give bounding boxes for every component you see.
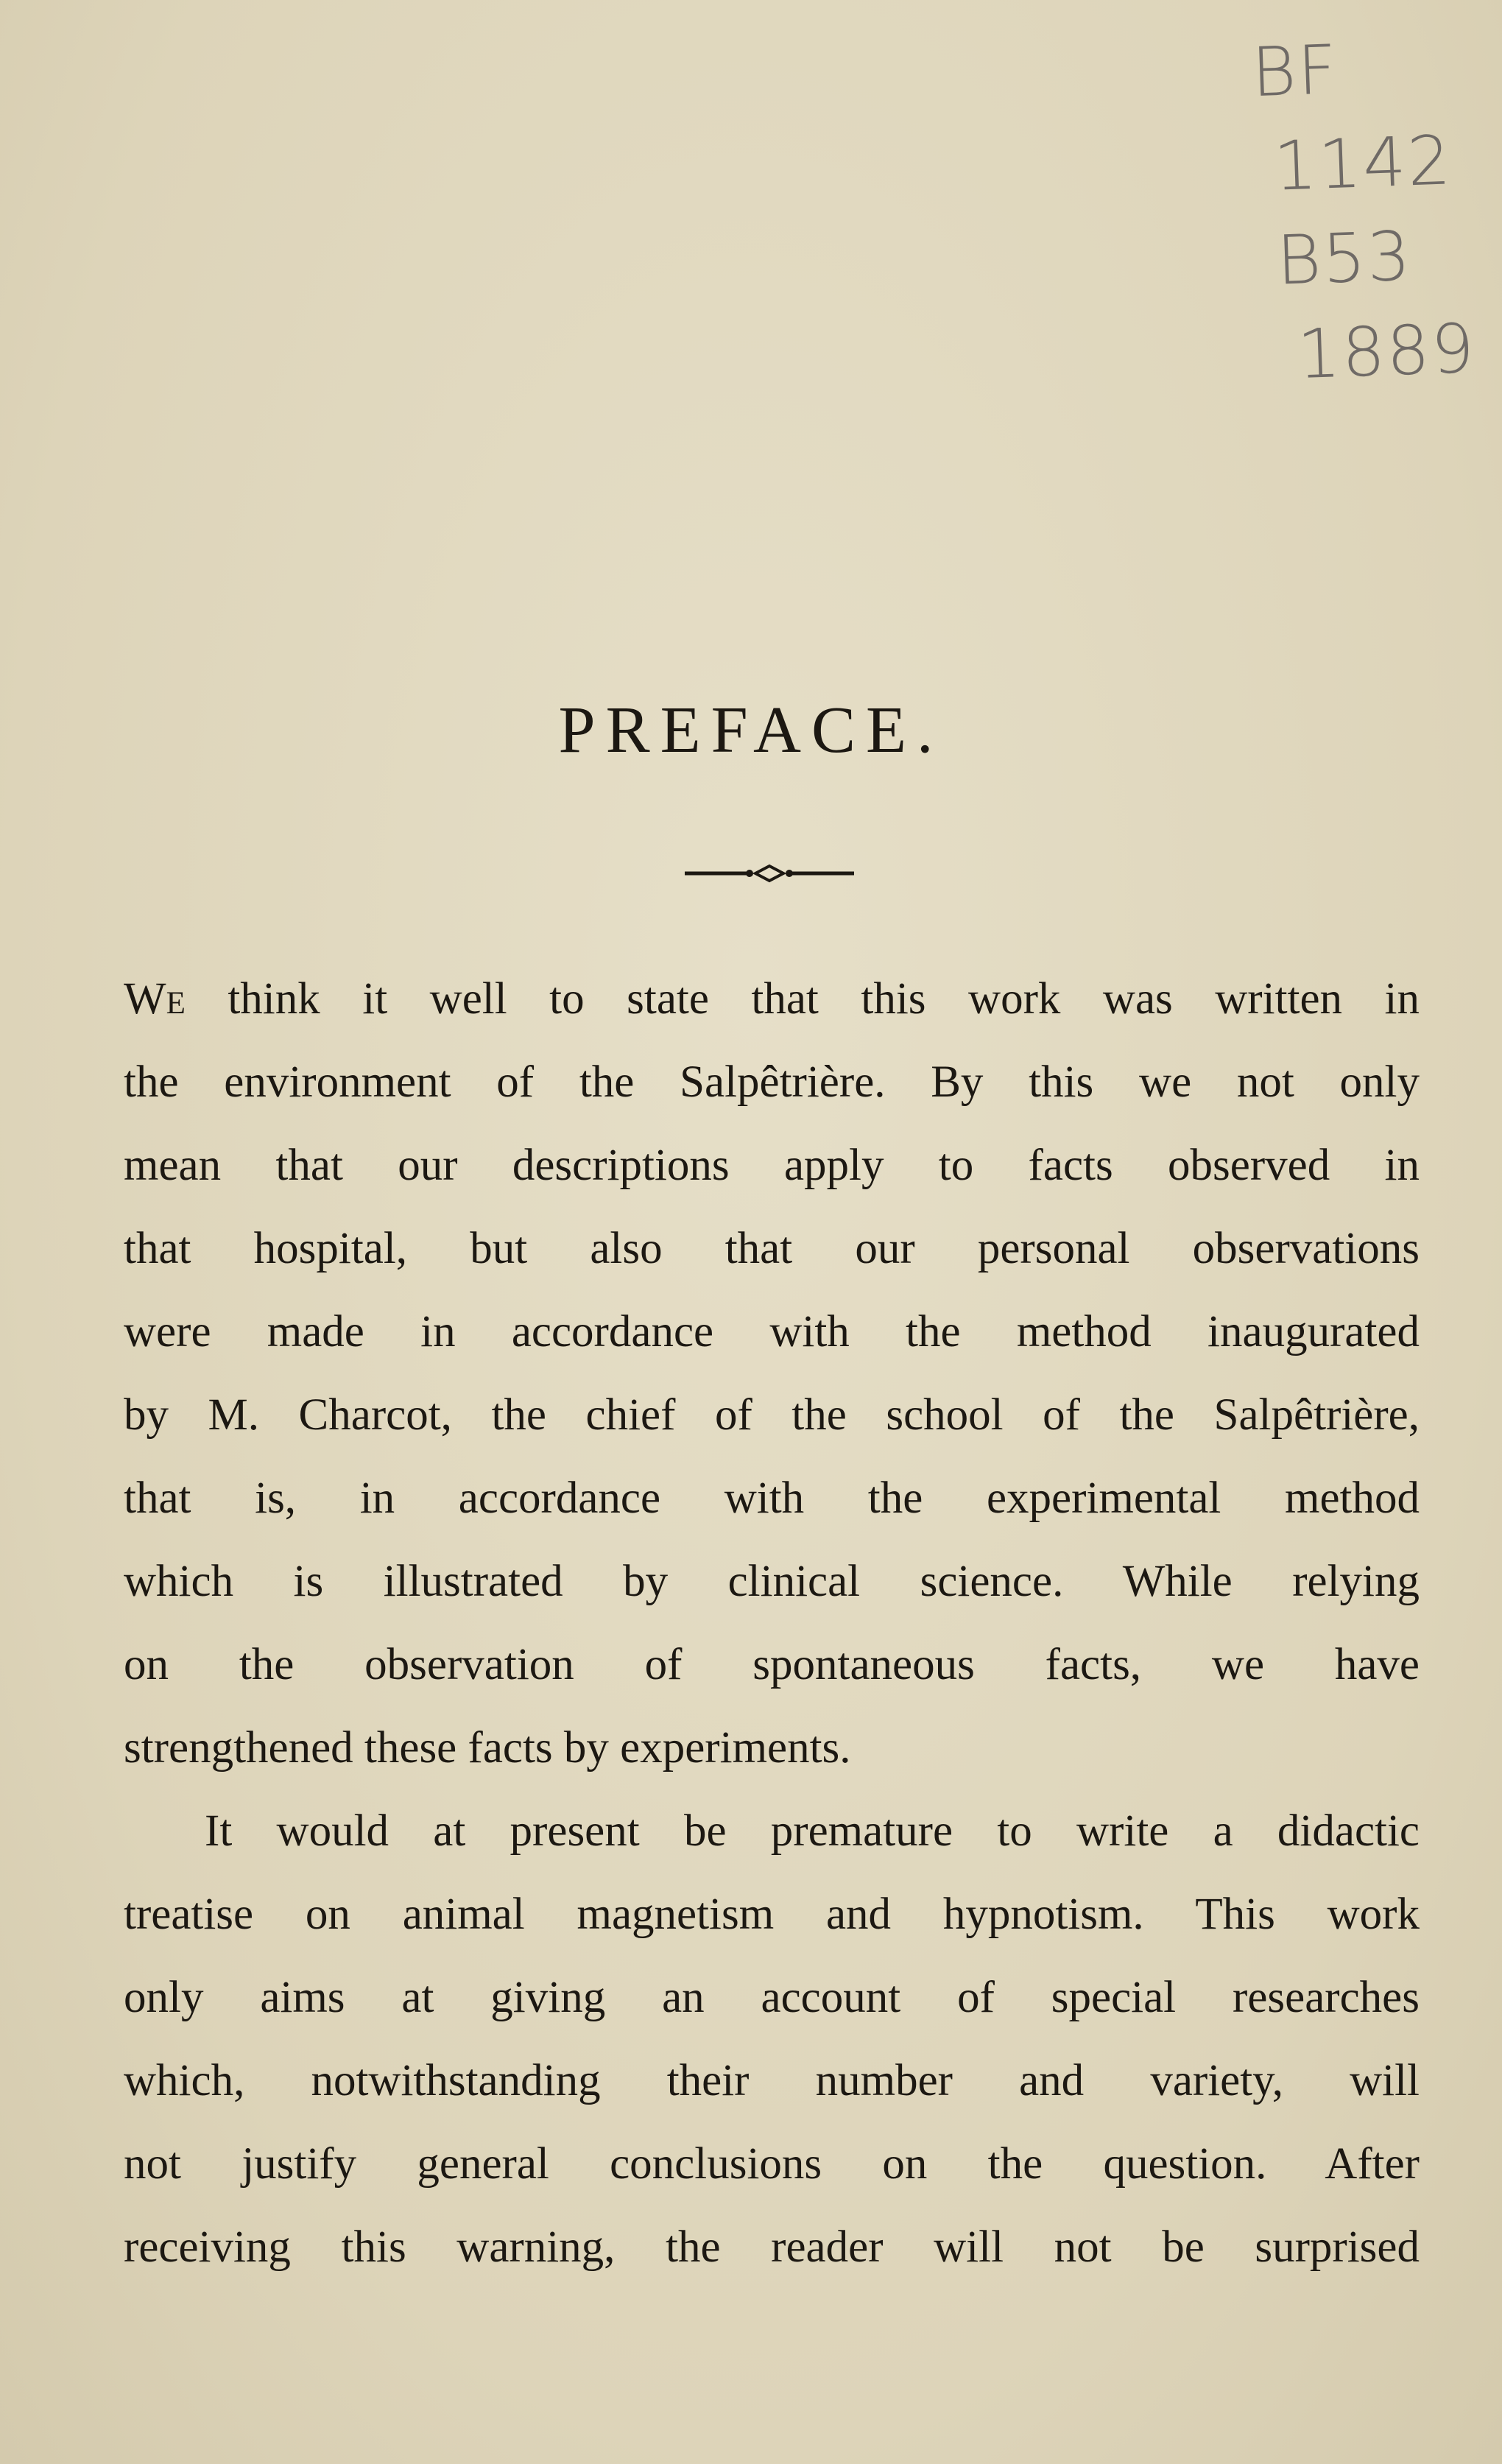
paragraph — [124, 1789, 1420, 2289]
library-call-number — [1250, 22, 1477, 399]
text-line: mean that our descriptions apply to facts observed in — [124, 1141, 1420, 1190]
call-number-line: B53 — [1275, 217, 1414, 300]
text-line: treatise on animal magnetism and hypnotism. This work — [124, 1890, 1420, 1939]
text-line: were made in accordance with the method inaugurated — [124, 1307, 1420, 1356]
text-line: It would at present be premature to write a didactic — [205, 1806, 1420, 1856]
text-line: We think it well to state that this work was written in — [124, 974, 1420, 1024]
text-line: receiving this warning, the reader will not be surprised — [124, 2222, 1420, 2272]
text-line: the environment of the Salpêtrière. By this we not only — [124, 1057, 1420, 1107]
text-line: on the observation of spontaneous facts, we have — [124, 1640, 1420, 1689]
text-line: which, notwithstanding their number and variety, will — [124, 2056, 1420, 2105]
call-number-line: 1142 — [1272, 121, 1453, 206]
call-number-line: 1889 — [1296, 309, 1477, 395]
paragraph — [124, 957, 1420, 1789]
preface-text — [124, 957, 1420, 2289]
text-line: which is illustrated by clinical science. While relying — [124, 1557, 1420, 1606]
text-line: by M. Charcot, the chief of the school of the Salpêtrière, — [124, 1390, 1420, 1440]
ornament-divider-icon — [685, 860, 854, 887]
text-line: that is, in accordance with the experimental method — [124, 1474, 1420, 1523]
page-title: PREFACE. — [558, 694, 944, 767]
text-line: that hospital, but also that our personal observations — [124, 1224, 1420, 1273]
text-line: only aims at giving an account of special researches — [124, 1973, 1420, 2022]
call-number-line: BF — [1250, 30, 1340, 113]
text-line: not justify general conclusions on the question. After — [124, 2139, 1420, 2189]
text-line: strengthened these facts by experiments. — [124, 1723, 851, 1773]
